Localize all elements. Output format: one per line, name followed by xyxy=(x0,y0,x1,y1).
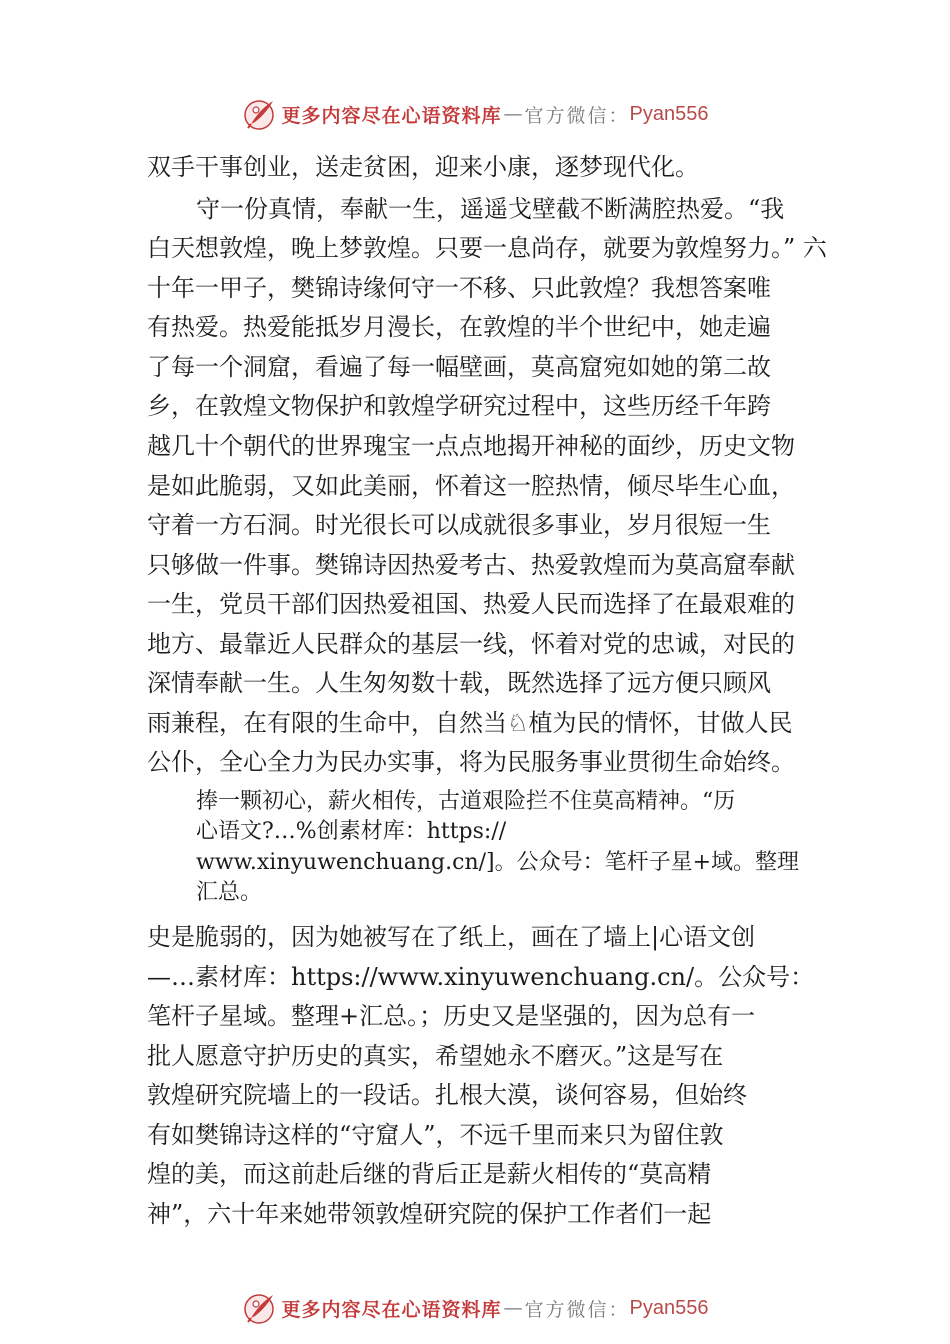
paragraph-line: 越几十个朝代的世界瑰宝一点点地揭开神秘的面纱，历史文物 xyxy=(147,432,795,460)
banner-wechat-id: Pyan556 xyxy=(629,102,709,125)
paragraph-line: 批人愿意守护历史的真实，希望她永不磨灭。”这是写在 xyxy=(147,1042,724,1070)
paragraph-line: 神”，六十年来她带领敦煌研究院的保护工作者们一起 xyxy=(147,1200,712,1228)
quote-line: www.xinyuwenchuang.cn/]。公众号：笔杆子星+域。整理 xyxy=(196,850,800,875)
banner-slogan: 更多内容尽在心语资料库 xyxy=(281,104,502,127)
banner-wechat-label: 官方微信： xyxy=(524,1298,630,1321)
banner-dash: — xyxy=(503,103,523,125)
banner-dash: — xyxy=(503,1297,523,1319)
quote-line: 汇总。 xyxy=(196,880,263,905)
footer-banner xyxy=(0,1290,950,1326)
paragraph-line: 有如樊锦诗这样的“守窟人”，不远千里而来只为留住敦 xyxy=(147,1121,724,1149)
paragraph-line: 史是脆弱的，因为她被写在了纸上，画在了墙上|心语文创 xyxy=(147,923,756,951)
paragraph-line: 深情奉献一生。人生匆匆数十载，既然选择了远方便只顾风 xyxy=(147,669,771,697)
paragraph-line: 白天想敦煌，晚上梦敦煌。只要一息尚存，就要为敦煌努力。” 六 xyxy=(147,234,827,262)
paragraph-line: 雨兼程，在有限的生命中，自然当♘植为民的情怀，甘做人民 xyxy=(147,709,793,737)
paragraph-line: 了每一个洞窟，看遍了每一幅壁画，莫高窟宛如她的第二故 xyxy=(147,353,771,381)
paragraph-line: 是如此脆弱，又如此美丽，怀着这一腔热情，倾尽毕生心血， xyxy=(147,472,795,500)
banner-wechat-label: 官方微信： xyxy=(524,104,630,127)
paragraph-line: 双手干事创业，送走贫困，迎来小康，逐梦现代化。 xyxy=(147,153,699,181)
quill-pen-logo-icon xyxy=(242,1290,278,1326)
paragraph-line: 地方、最靠近人民群众的基层一线，怀着对党的忠诚，对民的 xyxy=(147,630,795,658)
paragraph-line: —…素材库：https://www.xinyuwenchuang.cn/。公众号： xyxy=(147,963,815,991)
paragraph-line: 公仆，全心全力为民办实事，将为民服务事业贯彻生命始终。 xyxy=(147,748,795,776)
paragraph-line: 笔杆子星域。整理+汇总。；历史又是坚强的，因为总有一 xyxy=(147,1002,756,1030)
paragraph-line: 乡，在敦煌文物保护和敦煌学研究过程中，这些历经千年跨 xyxy=(147,392,771,420)
paragraph-line: 十年一甲子，樊锦诗缘何守一不移、只此敦煌？我想答案唯 xyxy=(147,274,771,302)
paragraph-line: 敦煌研究院墙上的一段话。扎根大漠，谈何容易，但始终 xyxy=(147,1081,747,1109)
banner-slogan: 更多内容尽在心语资料库 xyxy=(281,1298,502,1321)
quill-pen-logo-icon xyxy=(242,96,278,132)
paragraph-line: 守一份真情，奉献一生，遥遥戈壁截不断满腔热爱。“我 xyxy=(196,195,785,223)
header-banner xyxy=(0,96,950,132)
quote-line: 心语文?…%创素材库：https:// xyxy=(196,819,507,844)
paragraph-line: 有热爱。热爱能抵岁月漫长，在敦煌的半个世纪中，她走遍 xyxy=(147,313,771,341)
paragraph-line: 煌的美，而这前赴后继的背后正是薪火相传的“莫高精 xyxy=(147,1160,712,1188)
paragraph-line: 守着一方石洞。时光很长可以成就很多事业，岁月很短一生 xyxy=(147,511,771,539)
banner-wechat-id: Pyan556 xyxy=(629,1296,709,1319)
quote-line: 捧一颗初心，薪火相传，古道艰险拦不住莫高精神。“历 xyxy=(196,789,736,814)
paragraph-line: 只够做一件事。樊锦诗因热爱考古、热爱敦煌而为莫高窟奉献 xyxy=(147,551,795,579)
paragraph-line: 一生，党员干部们因热爱祖国、热爱人民而选择了在最艰难的 xyxy=(147,590,795,618)
